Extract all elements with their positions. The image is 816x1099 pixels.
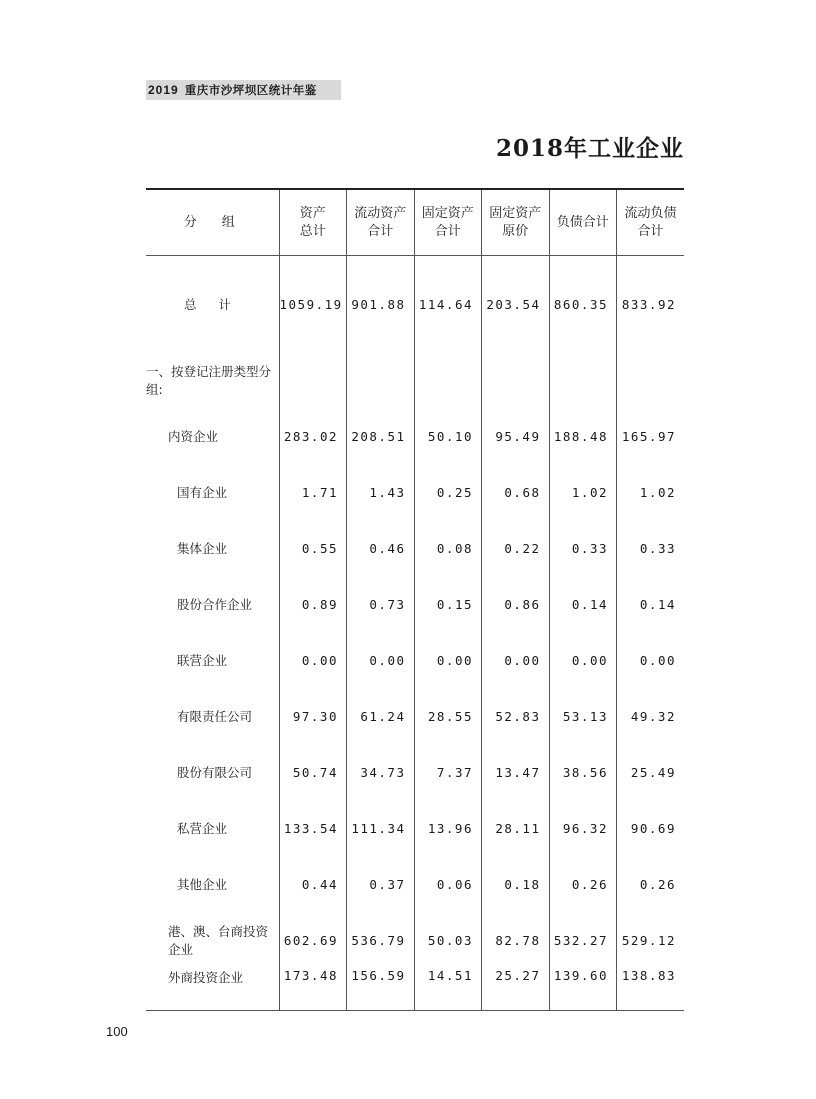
table-cell <box>482 352 550 408</box>
running-header <box>146 80 341 100</box>
table-row <box>146 256 684 353</box>
table-cell: 0.00 <box>617 632 685 688</box>
table-cell: 0.00 <box>279 632 347 688</box>
table-cell: 0.00 <box>347 632 415 688</box>
page-number: 100 <box>106 1024 128 1039</box>
table-cell: 139.60 <box>549 968 617 1011</box>
table-cell: 0.37 <box>347 856 415 912</box>
table-cell: 133.54 <box>279 800 347 856</box>
table-cell: 25.49 <box>617 744 685 800</box>
table-cell: 1059.19 <box>279 256 347 353</box>
table-cell: 0.89 <box>279 576 347 632</box>
table-cell: 0.26 <box>549 856 617 912</box>
table-row <box>146 576 684 632</box>
table-row <box>146 408 684 464</box>
table-cell: 114.64 <box>414 256 482 353</box>
table-cell: 14.51 <box>414 968 482 1011</box>
table-cell: 13.47 <box>482 744 550 800</box>
table-cell: 0.00 <box>482 632 550 688</box>
column-header: 流动负债 合计 <box>617 189 685 256</box>
table-cell: 28.11 <box>482 800 550 856</box>
column-header: 流动资产 合计 <box>347 189 415 256</box>
table-row <box>146 520 684 576</box>
table-cell: 1.71 <box>279 464 347 520</box>
table-cell <box>414 352 482 408</box>
table-cell: 0.68 <box>482 464 550 520</box>
header-year: 2019 <box>148 83 179 97</box>
table-cell: 50.74 <box>279 744 347 800</box>
table-cell: 208.51 <box>347 408 415 464</box>
table-cell: 90.69 <box>617 800 685 856</box>
table-header-row <box>146 189 684 256</box>
table-row <box>146 688 684 744</box>
table-row <box>146 856 684 912</box>
table-cell: 901.88 <box>347 256 415 353</box>
table-row <box>146 968 684 1011</box>
table-cell: 95.49 <box>482 408 550 464</box>
column-header: 资产 总计 <box>279 189 347 256</box>
table-cell: 0.00 <box>549 632 617 688</box>
table-row <box>146 464 684 520</box>
row-label: 集体企业 <box>177 541 228 556</box>
table-cell: 0.22 <box>482 520 550 576</box>
row-label: 国有企业 <box>177 485 228 500</box>
table-cell: 0.26 <box>617 856 685 912</box>
table-cell <box>347 352 415 408</box>
table-cell: 0.06 <box>414 856 482 912</box>
table-cell: 13.96 <box>414 800 482 856</box>
column-header: 负债合计 <box>549 189 617 256</box>
table-cell: 96.32 <box>549 800 617 856</box>
table-cell: 203.54 <box>482 256 550 353</box>
row-label: 港、澳、台商投资企业 <box>168 924 269 957</box>
table-cell: 173.48 <box>279 968 347 1011</box>
table-cell: 82.78 <box>482 912 550 968</box>
table-cell: 602.69 <box>279 912 347 968</box>
table-cell: 1.02 <box>549 464 617 520</box>
page-title: 2018年工业企业 <box>495 135 684 162</box>
table-cell: 50.10 <box>414 408 482 464</box>
table-cell: 111.34 <box>347 800 415 856</box>
row-label: 内资企业 <box>168 429 219 444</box>
table-cell: 0.14 <box>617 576 685 632</box>
row-label: 一、按登记注册类型分组: <box>146 364 272 397</box>
table-row <box>146 800 684 856</box>
table-cell: 138.83 <box>617 968 685 1011</box>
table-cell: 0.86 <box>482 576 550 632</box>
table-cell <box>617 352 685 408</box>
table-cell: 28.55 <box>414 688 482 744</box>
row-label: 总计 <box>184 297 254 312</box>
table-cell: 0.46 <box>347 520 415 576</box>
table-row <box>146 632 684 688</box>
table-cell: 283.02 <box>279 408 347 464</box>
table-cell: 38.56 <box>549 744 617 800</box>
table-cell: 165.97 <box>617 408 685 464</box>
table-cell: 61.24 <box>347 688 415 744</box>
header-book-title: 重庆市沙坪坝区统计年鉴 <box>184 83 317 97</box>
table-cell: 0.15 <box>414 576 482 632</box>
table-cell: 0.08 <box>414 520 482 576</box>
row-label: 股份合作企业 <box>177 597 253 612</box>
table-cell: 0.18 <box>482 856 550 912</box>
row-label: 有限责任公司 <box>177 709 253 724</box>
table-cell: 34.73 <box>347 744 415 800</box>
table-cell: 1.02 <box>617 464 685 520</box>
table-cell: 53.13 <box>549 688 617 744</box>
row-label: 股份有限公司 <box>177 765 253 780</box>
table-cell: 532.27 <box>549 912 617 968</box>
column-header: 固定资产 合计 <box>414 189 482 256</box>
row-label: 其他企业 <box>177 877 228 892</box>
table-cell: 49.32 <box>617 688 685 744</box>
table-row <box>146 912 684 968</box>
column-header: 固定资产 原价 <box>482 189 550 256</box>
table-cell: 1.43 <box>347 464 415 520</box>
table-cell: 188.48 <box>549 408 617 464</box>
table-cell: 0.25 <box>414 464 482 520</box>
table-cell <box>279 352 347 408</box>
table-cell: 860.35 <box>549 256 617 353</box>
table-cell: 0.55 <box>279 520 347 576</box>
table-cell: 97.30 <box>279 688 347 744</box>
table-cell: 7.37 <box>414 744 482 800</box>
column-header: 分 组 <box>146 189 279 256</box>
row-label: 外商投资企业 <box>146 968 279 1011</box>
table-cell: 833.92 <box>617 256 685 353</box>
table-cell <box>549 352 617 408</box>
table-cell: 50.03 <box>414 912 482 968</box>
table-cell: 0.73 <box>347 576 415 632</box>
table-cell: 0.44 <box>279 856 347 912</box>
table-cell: 536.79 <box>347 912 415 968</box>
row-label: 私营企业 <box>177 821 228 836</box>
statistics-table <box>146 188 684 1011</box>
table-row <box>146 744 684 800</box>
table-row <box>146 352 684 408</box>
table-cell: 529.12 <box>617 912 685 968</box>
table-cell: 0.00 <box>414 632 482 688</box>
table-cell: 25.27 <box>482 968 550 1011</box>
table-cell: 52.83 <box>482 688 550 744</box>
table-cell: 156.59 <box>347 968 415 1011</box>
table-cell: 0.33 <box>549 520 617 576</box>
row-label: 联营企业 <box>177 653 228 668</box>
table-cell: 0.33 <box>617 520 685 576</box>
table-cell: 0.14 <box>549 576 617 632</box>
